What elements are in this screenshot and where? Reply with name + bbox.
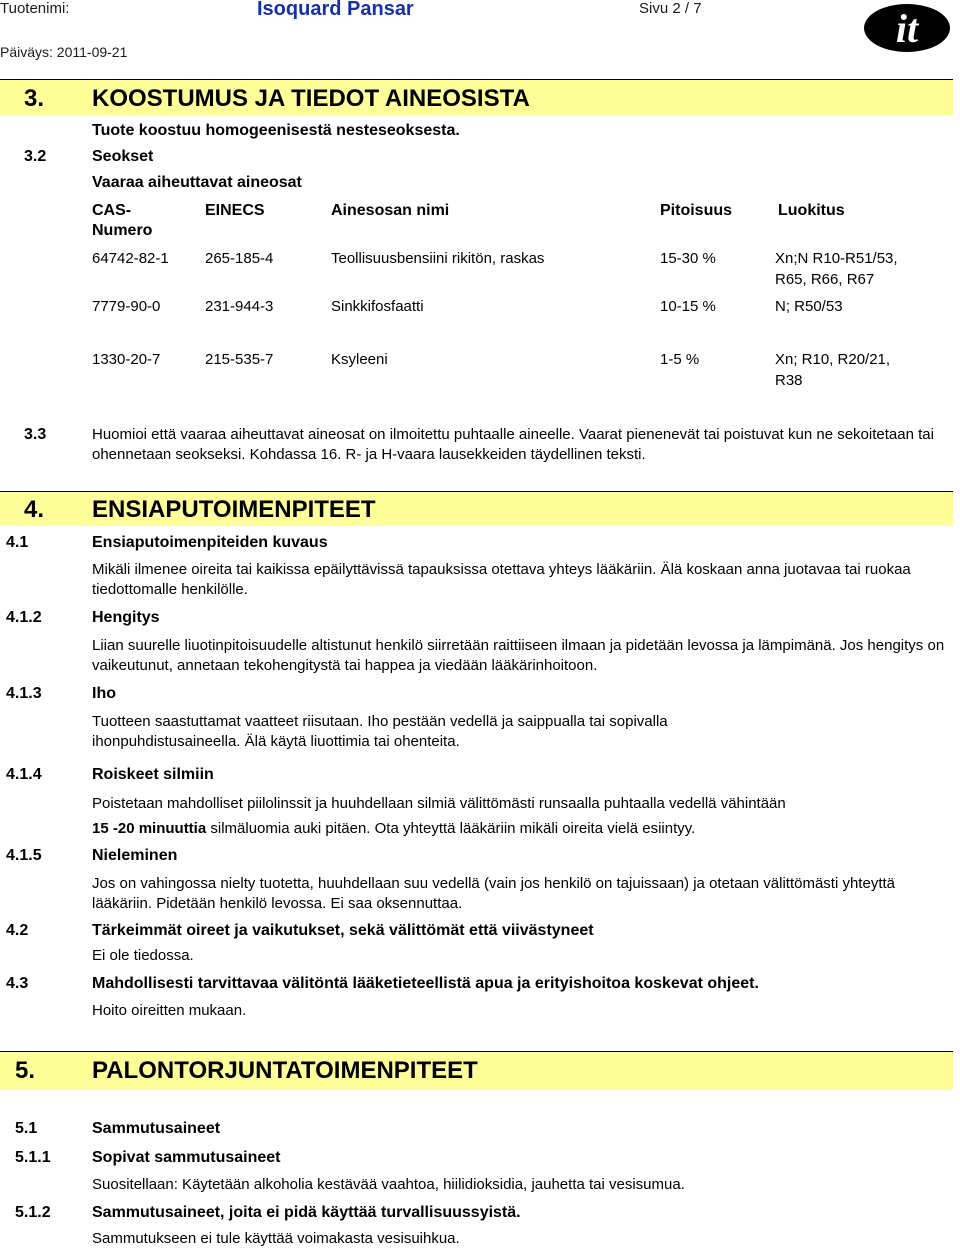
section-4-1-5-title: Nieleminen xyxy=(92,847,178,864)
section-4-1-number: 4.1 xyxy=(6,534,29,551)
section-4-1-title: Ensiaputoimenpiteiden kuvaus xyxy=(92,534,328,551)
col-einecs: EINECS xyxy=(205,202,265,219)
section-4-1-3-title: Iho xyxy=(92,685,116,702)
divider xyxy=(0,79,953,80)
section-4-1-5-text: Jos on vahingossa nielty tuotetta, huuhdellaan suu vedellä (vain jos henkilö on tajuissaan) ja otetaan välittömästi yhteyttä lääkäriin. Pidetään henkilö levossa. Ei saa oksennuttaa. xyxy=(92,875,895,912)
section-4-1-4-line-2 xyxy=(92,819,695,839)
section-4-2-number: 4.2 xyxy=(6,922,29,939)
row-2-einecs: 231-944-3 xyxy=(205,298,274,315)
section-4-1-text: Mikäli ilmenee oireita tai kaikissa epäilyttävissä tapauksissa otettava yhteys lääkäriin. Älä koskaan anna juotavaa tai ruokaa tiedottomalle henkilölle. xyxy=(92,561,911,598)
divider xyxy=(0,1051,953,1052)
section-4-1-3-number: 4.1.3 xyxy=(6,685,42,702)
section-4-1-4-number: 4.1.4 xyxy=(6,766,42,783)
row-2-class: N; R50/53 xyxy=(775,298,843,315)
row-1-einecs: 265-185-4 xyxy=(205,250,274,267)
row-1-class: Xn;N R10-R51/53, xyxy=(775,250,898,267)
section-5-1-number: 5.1 xyxy=(15,1120,38,1137)
row-2-cas: 7779-90-0 xyxy=(92,298,161,315)
company-logo xyxy=(862,2,952,54)
section-3-2-number: 3.2 xyxy=(24,148,47,165)
section-5-1-title: Sammutusaineet xyxy=(92,1120,221,1137)
product-label: Tuotenimi: xyxy=(0,0,70,17)
section-4-2-text: Ei ole tiedossa. xyxy=(92,947,194,964)
section-3-title: KOOSTUMUS JA TIEDOT AINEOSISTA xyxy=(92,85,530,112)
section-3-number: 3. xyxy=(24,85,45,112)
divider xyxy=(0,491,953,492)
section-4-1-2-number: 4.1.2 xyxy=(6,609,42,626)
section-4-number: 4. xyxy=(24,496,45,523)
row-2-name: Sinkkifosfaatti xyxy=(331,298,424,315)
section-5-1-1-title: Sopivat sammutusaineet xyxy=(92,1149,281,1166)
product-name: Isoquard Pansar xyxy=(257,0,414,20)
section-4-1-2-title: Hengitys xyxy=(92,609,160,626)
row-1-name: Teollisuusbensiini rikitön, raskas xyxy=(331,250,545,267)
document-date: Päiväys: 2011-09-21 xyxy=(0,44,128,60)
section-4-1-3-text: Tuotteen saastuttamat vaatteet riisutaan. Iho pestään vedellä ja saippualla tai sopivalla ihonpuhdistusaineella. Älä käytä liuottimia tai ohenteita. xyxy=(92,713,668,750)
hazard-components-title: Vaaraa aiheuttavat aineosat xyxy=(92,174,302,191)
row-3-name: Ksyleeni xyxy=(331,351,388,368)
page-number: Sivu 2 / 7 xyxy=(639,0,702,17)
col-cas: CAS- xyxy=(92,202,132,219)
section-3-2-title: Seokset xyxy=(92,148,154,165)
col-cas-2: Numero xyxy=(92,222,153,239)
logo-text: it xyxy=(895,6,919,51)
section-5-1-2-title: Sammutusaineet, joita ei pidä käyttää turvallisuussyistä. xyxy=(92,1204,521,1221)
section-5-1-2-text: Sammutukseen ei tule käyttää voimakasta vesisuihkua. xyxy=(92,1230,460,1247)
section-5-number: 5. xyxy=(15,1057,36,1084)
row-3-class-2: R38 xyxy=(775,372,803,389)
row-1-cas: 64742-82-1 xyxy=(92,250,169,267)
section-5-1-1-number: 5.1.1 xyxy=(15,1149,51,1166)
section-4-2-title: Tärkeimmät oireet ja vaikutukset, sekä välittömät että viivästyneet xyxy=(92,922,594,939)
section-4-3-text: Hoito oireitten mukaan. xyxy=(92,1002,247,1019)
col-content: Pitoisuus xyxy=(660,202,733,219)
section-4-1-4-bold: 15 -20 minuuttia xyxy=(92,820,207,837)
section-4-3-number: 4.3 xyxy=(6,975,29,992)
col-name: Ainesosan nimi xyxy=(331,202,450,219)
col-class: Luokitus xyxy=(778,202,845,219)
section-4-title: ENSIAPUTOIMENPITEET xyxy=(92,496,376,523)
section-4-1-4-text-1: Poistetaan mahdolliset piilolinssit ja huuhdellaan silmiä välittömästi runsaalla puhtaalla vedellä vähintään xyxy=(92,795,786,812)
row-3-einecs: 215-535-7 xyxy=(205,351,274,368)
row-3-cas: 1330-20-7 xyxy=(92,351,161,368)
row-2-content: 10-15 % xyxy=(660,298,716,315)
section-4-1-5-number: 4.1.5 xyxy=(6,847,42,864)
section-4-3-title: Mahdollisesti tarvittavaa välitöntä lääketieteellistä apua ja erityishoitoa koskevat ohjeet. xyxy=(92,975,759,992)
section-4-1-4-text-2: silmäluomia auki pitäen. Ota yhteyttä lääkäriin mikäli oireita vielä esiintyy. xyxy=(206,820,696,837)
section-4-1-2-text: Liian suurelle liuotinpitoisuudelle altistunut henkilö siirretään raittiiseen ilmaan ja pidetään levossa ja lämpimänä. Jos hengitys on vaikeutunut, annetaan tekohengitystä tai happea ja viedään lääkärinhoitoon. xyxy=(92,637,945,674)
section-5-1-1-text: Suositellaan: Käytetään alkoholia kestävää vaahtoa, hiilidioksidia, jauhetta tai vesisumua. xyxy=(92,1176,685,1193)
section-3-3-text: Huomioi että vaaraa aiheuttavat aineosat on ilmoitettu puhtaalle aineelle. Vaarat pienenevät tai poistuvat kun ne sekoitetaan tai ohennetaan seokseksi. Kohdassa 16. R- ja H-vaara lausekkeiden täydellinen teksti. xyxy=(92,426,934,463)
row-1-content: 15-30 % xyxy=(660,250,716,267)
section-4-1-4-title: Roiskeet silmiin xyxy=(92,766,214,783)
section-3-intro: Tuote koostuu homogeenisestä nesteseoksesta. xyxy=(92,122,460,139)
row-3-content: 1-5 % xyxy=(660,351,700,368)
section-5-1-2-number: 5.1.2 xyxy=(15,1204,51,1221)
section-3-3-number: 3.3 xyxy=(24,426,47,443)
row-3-class: Xn; R10, R20/21, xyxy=(775,351,891,368)
row-1-class-2: R65, R66, R67 xyxy=(775,271,875,288)
section-5-title: PALONTORJUNTATOIMENPITEET xyxy=(92,1057,478,1084)
